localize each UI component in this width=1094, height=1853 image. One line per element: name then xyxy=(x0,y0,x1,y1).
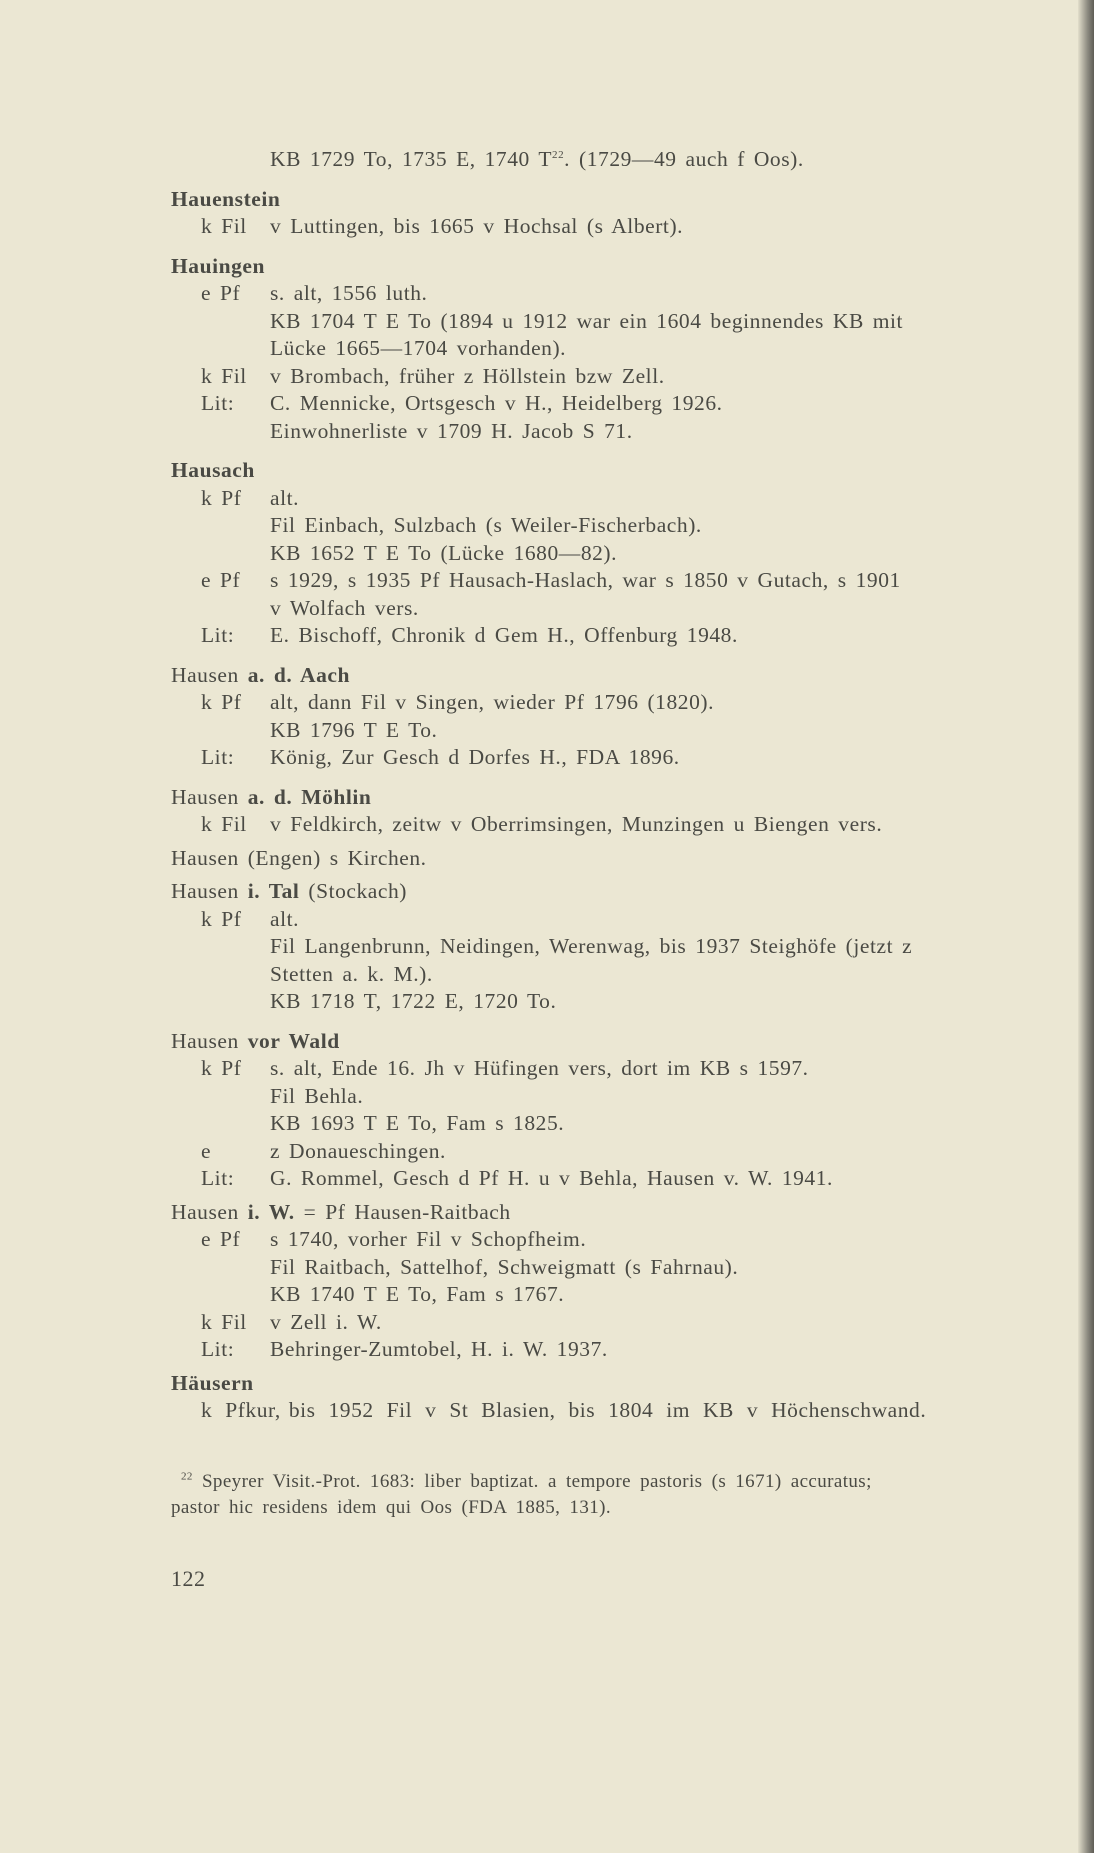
entry-heading xyxy=(171,1199,1076,1227)
entry-heading xyxy=(171,662,1076,690)
entry-row xyxy=(171,540,1076,568)
entry-row xyxy=(171,567,1076,595)
continued-line xyxy=(171,146,1076,174)
entry-row xyxy=(171,213,1076,241)
entry-row xyxy=(171,988,1076,1016)
entry-row xyxy=(171,1254,1076,1282)
entry-row xyxy=(171,418,1076,446)
row-label: Lit: xyxy=(201,391,235,415)
row-label: Lit: xyxy=(201,1337,235,1361)
entry xyxy=(171,1028,1076,1193)
row-text: KB 1740 T E To, Fam s 1767. xyxy=(270,1282,565,1306)
entry-row xyxy=(171,1226,1076,1254)
row-label: k Fil xyxy=(201,1309,247,1334)
entry-row xyxy=(171,622,1076,650)
entry-row xyxy=(171,1281,1076,1309)
gazetteer-entries xyxy=(171,186,1076,1425)
entry-heading xyxy=(171,1028,1076,1056)
entry-row xyxy=(171,744,1076,772)
entry-row xyxy=(171,280,1076,308)
row-text: Fil Raitbach, Sattelhof, Schweigmatt (s Fahrnau). xyxy=(270,1254,739,1279)
entry-row xyxy=(171,961,1076,989)
row-text: z Donaueschingen. xyxy=(270,1138,446,1163)
heading-part: Hausen xyxy=(171,662,248,687)
entry-row xyxy=(171,1138,1076,1166)
row-text: G. Rommel, Gesch d Pf H. u v Behla, Hausen v. W. 1941. xyxy=(270,1166,833,1190)
row-text: Fil Einbach, Sulzbach (s Weiler-Fischerbach). xyxy=(270,513,702,537)
heading-part: Hausen xyxy=(171,1028,248,1053)
entry-row xyxy=(171,1165,1076,1193)
row-label: k Pf xyxy=(201,690,242,714)
row-text: Fil Behla. xyxy=(270,1083,364,1108)
row-label xyxy=(171,961,270,989)
row-label: k Pf xyxy=(201,906,242,931)
row-label: k Pf xyxy=(201,1056,242,1080)
row-text: v Zell i. W. xyxy=(270,1309,382,1334)
row-text: Einwohnerliste v 1709 H. Jacob S 71. xyxy=(270,418,633,443)
entry-row xyxy=(171,906,1076,934)
footnote-ref: 22 xyxy=(552,148,565,161)
heading-part: a. d. Möhlin xyxy=(247,784,372,809)
entry-row xyxy=(171,717,1076,745)
entry-row xyxy=(171,363,1076,391)
row-label xyxy=(171,933,270,961)
row-text: v Brombach, früher z Höllstein bzw Zell. xyxy=(270,363,665,388)
row-text: s. alt, Ende 16. Jh v Hüfingen vers, dort im KB s 1597. xyxy=(270,1056,809,1080)
row-text: E. Bischoff, Chronik d Gem H., Offenburg 1948. xyxy=(270,623,738,647)
heading-part: Hausen (Engen) s Kirchen. xyxy=(171,845,427,870)
entry-row xyxy=(171,308,1076,336)
footnote-number: 22 xyxy=(181,1470,193,1483)
row-text: bis 1952 Fil v St Blasien, bis 1804 im KB v Höchenschwand. xyxy=(288,1398,927,1422)
heading-part: Häusern xyxy=(171,1370,254,1395)
row-label: k Fil xyxy=(201,812,247,836)
heading-part: Hauingen xyxy=(171,253,266,278)
row-label: e Pf xyxy=(201,568,241,592)
entry-row xyxy=(171,689,1076,717)
footnote xyxy=(171,1469,1076,1521)
row-text: v Feldkirch, zeitw v Oberrimsingen, Munzingen u Biengen vers. xyxy=(270,812,883,836)
row-label xyxy=(171,1254,270,1282)
row-text: KB 1693 T E To, Fam s 1825. xyxy=(270,1111,565,1135)
entry-heading xyxy=(171,784,1076,812)
heading-part: Hausen xyxy=(171,879,248,903)
entry-row xyxy=(171,1309,1076,1337)
entry xyxy=(171,878,1076,1016)
entry xyxy=(171,845,1076,873)
entry-heading xyxy=(171,253,1076,281)
row-label: e xyxy=(201,1138,212,1163)
row-label: e Pf xyxy=(201,281,241,305)
row-text: KB 1718 T, 1722 E, 1720 To. xyxy=(270,989,557,1013)
row-label: e Pf xyxy=(201,1227,241,1251)
entry-row xyxy=(171,933,1076,961)
row-text: KB 1652 T E To (Lücke 1680—82). xyxy=(270,540,618,565)
entry-heading xyxy=(171,878,1076,906)
entry-row xyxy=(171,811,1076,839)
heading-part: i. W. xyxy=(247,1199,295,1224)
row-label xyxy=(171,418,270,446)
page-number: 122 xyxy=(171,1565,206,1591)
row-label: k Fil xyxy=(201,363,247,388)
entry xyxy=(171,784,1076,839)
row-text: KB 1796 T E To. xyxy=(270,717,438,742)
entry-heading xyxy=(171,845,1076,873)
row-label xyxy=(171,335,270,363)
page-binding-edge xyxy=(1078,0,1094,1853)
row-text: s. alt, 1556 luth. xyxy=(270,281,428,305)
line-text: KB 1729 To, 1735 E, 1740 T xyxy=(270,147,553,171)
row-label xyxy=(171,1083,270,1111)
entry-row xyxy=(171,1110,1076,1138)
heading-part: Hausen xyxy=(171,1199,248,1224)
heading-part: i. Tal xyxy=(247,879,300,903)
row-label xyxy=(171,512,270,540)
row-label: Lit: xyxy=(201,1166,235,1190)
entry-row xyxy=(171,390,1076,418)
page-body xyxy=(171,146,1076,1592)
entry-row xyxy=(171,1336,1076,1364)
row-text: Fil Langenbrunn, Neidingen, Werenwag, bis 1937 Steighöfe (jetzt z xyxy=(270,934,913,958)
heading-part: = Pf Hausen-Raitbach xyxy=(294,1199,511,1224)
entry-heading xyxy=(171,1370,1076,1398)
row-text: Behringer-Zumtobel, H. i. W. 1937. xyxy=(270,1337,608,1361)
heading-part: a. d. Aach xyxy=(247,662,351,687)
row-text: KB 1704 T E To (1894 u 1912 war ein 1604 beginnendes KB mit xyxy=(270,308,904,333)
line-text: . (1729—49 auch f Oos). xyxy=(564,147,804,171)
entry-row xyxy=(171,1397,1076,1425)
entry xyxy=(171,1199,1076,1364)
row-text: alt, dann Fil v Singen, wieder Pf 1796 (1820). xyxy=(270,690,715,714)
entry xyxy=(171,662,1076,772)
footnote-text: pastor hic residens idem qui Oos (FDA 1885, 131). xyxy=(171,1496,612,1518)
heading-part: vor Wald xyxy=(247,1028,340,1053)
row-label xyxy=(171,717,270,745)
row-label xyxy=(171,1281,270,1309)
row-text: v Wolfach vers. xyxy=(270,595,419,620)
row-text: König, Zur Gesch d Dorfes H., FDA 1896. xyxy=(270,745,680,769)
entry xyxy=(171,186,1076,241)
entry-row xyxy=(171,512,1076,540)
entry-row xyxy=(171,485,1076,513)
entry-row xyxy=(171,1083,1076,1111)
entry-row xyxy=(171,335,1076,363)
row-text: Stetten a. k. M.). xyxy=(270,961,433,986)
heading-part: Hausach xyxy=(171,458,255,482)
row-text: alt. xyxy=(270,485,300,510)
entry-heading xyxy=(171,186,1076,214)
row-text: v Luttingen, bis 1665 v Hochsal (s Albert). xyxy=(270,214,684,238)
row-label xyxy=(171,988,270,1016)
row-label xyxy=(171,595,270,623)
row-label xyxy=(171,1110,270,1138)
entry-row xyxy=(171,595,1076,623)
entry-row xyxy=(171,1055,1076,1083)
row-label: k Fil xyxy=(201,214,247,238)
entry-heading xyxy=(171,457,1076,485)
row-label: Lit: xyxy=(201,623,235,647)
entry xyxy=(171,253,1076,446)
row-text: s 1929, s 1935 Pf Hausach-Haslach, war s 1850 v Gutach, s 1901 xyxy=(270,568,901,592)
entry xyxy=(171,457,1076,650)
row-text: C. Mennicke, Ortsgesch v H., Heidelberg 1926. xyxy=(270,391,723,415)
row-text: Lücke 1665—1704 vorhanden). xyxy=(270,336,567,360)
heading-part: Hauenstein xyxy=(171,186,281,211)
heading-part: Hausen xyxy=(171,784,248,809)
row-text: s 1740, vorher Fil v Schopfheim. xyxy=(270,1227,587,1251)
row-label xyxy=(171,308,270,336)
row-label: k Pf xyxy=(201,485,242,510)
row-text: alt. xyxy=(270,906,300,931)
entry xyxy=(171,1370,1076,1425)
row-label: Lit: xyxy=(201,745,235,769)
row-label xyxy=(171,540,270,568)
heading-part: (Stockach) xyxy=(299,879,408,903)
footnote-text: Speyrer Visit.-Prot. 1683: liber baptizat. a tempore pastoris (s 1671) accuratus; xyxy=(201,1470,872,1492)
row-label: k Pfkur, xyxy=(201,1398,281,1422)
